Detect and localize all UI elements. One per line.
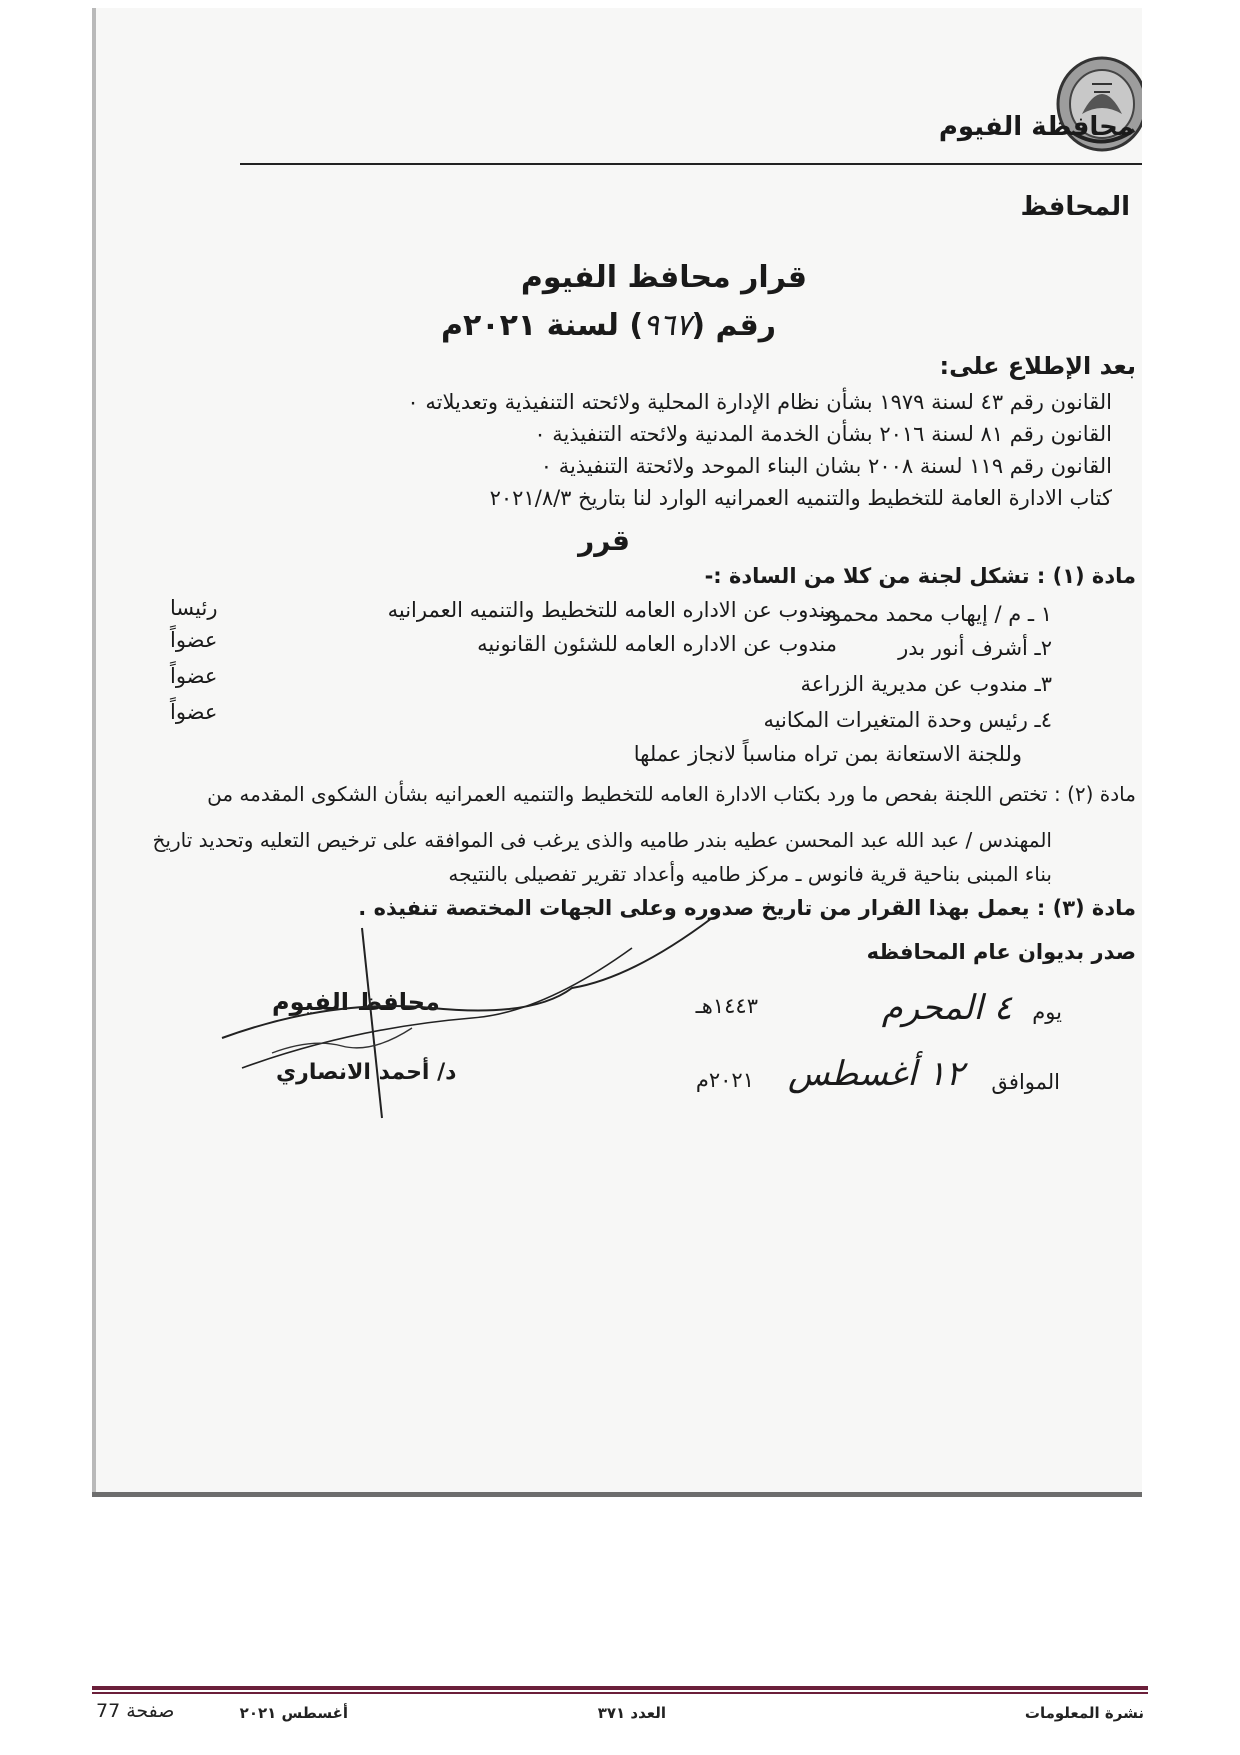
- member-name: ٤ـ رئيس وحدة المتغيرات المكانيه: [763, 708, 1052, 732]
- member-status: عضواً: [170, 664, 218, 688]
- member-status: رئيسا: [170, 596, 218, 620]
- decree-title: قرار محافظ الفيوم: [520, 260, 807, 295]
- scan-edge: [92, 1492, 1142, 1497]
- member-name: ٣ـ مندوب عن مديرية الزراعة: [800, 672, 1052, 696]
- member-name: ٢ـ أشرف أنور بدر: [898, 636, 1052, 660]
- member-role: مندوب عن الاداره العامه للتخطيط والتنميه العمرانيه: [387, 598, 837, 622]
- law-reference: القانون رقم ٨١ لسنة ٢٠١٦ بشأن الخدمة المدنية ولائحته التنفيذية ٠: [534, 422, 1112, 446]
- decree-number-handwritten: ٩٦٧: [643, 308, 692, 343]
- law-reference: كتاب الادارة العامة للتخطيط والتنميه العمرانيه الوارد لنا بتاريخ ٢٠٢١/٨/٣: [489, 486, 1112, 510]
- member-status: عضواً: [170, 628, 218, 652]
- issued-at: صدر بديوان عام المحافظه: [866, 940, 1136, 964]
- footer-issue: العدد ٣٧١: [597, 1704, 666, 1722]
- gregorian-year: ٢٠٢١م: [695, 1068, 754, 1092]
- hijri-year: ١٤٤٣هـ: [695, 994, 758, 1018]
- footer-divider: [92, 1686, 1148, 1690]
- article-2-text: بناء المبنى بناحية قرية فانوس ـ مركز طاميه وأعداد تقرير تفصيلى بالنتيجه: [448, 862, 1052, 886]
- footer-publication: نشرة المعلومات: [1024, 1704, 1144, 1722]
- article-2-text: المهندس / عبد الله عبد المحسن عطيه بندر طاميه والذى يرغب فى الموافقه على ترخيص التعليه وتحديد تاريخ: [152, 828, 1052, 852]
- article-2-text: مادة (٢) : تختص اللجنة بفحص ما ورد بكتاب الادارة العامه للتخطيط والتنميه العمرانيه بشأن الشكوى المقدمه من: [207, 782, 1136, 806]
- law-reference: القانون رقم ١١٩ لسنة ٢٠٠٨ بشان البناء الموحد ولائحتة التنفيذية ٠: [540, 454, 1112, 478]
- decree-number-suffix: ) لسنة ٢٠٢١م: [440, 308, 644, 343]
- signatory-title: محافظ الفيوم: [272, 988, 440, 1016]
- hijri-date-handwritten: ٤ المحرم: [881, 988, 1012, 1028]
- scan-edge: [92, 8, 96, 1496]
- member-name: ١ ـ م / إيهاب محمد محمود: [821, 602, 1052, 626]
- article-1-note: وللجنة الاستعانة بمن تراه مناسباً لانجاز عملها: [633, 742, 1022, 766]
- footer-month: أغسطس ٢٠٢١: [239, 1704, 348, 1722]
- scanned-page: [92, 8, 1142, 1496]
- footer-divider: [92, 1692, 1148, 1694]
- decree-number-prefix: رقم (: [691, 308, 776, 343]
- signatory-name: د/ أحمد الانصاري: [276, 1060, 457, 1085]
- decision-label: قرر: [578, 524, 630, 557]
- gregorian-date-handwritten: ١٢ أغسطس: [787, 1054, 964, 1094]
- gregorian-label: الموافق: [991, 1070, 1060, 1094]
- governor-label: المحافظ: [1020, 192, 1130, 222]
- decree-number-line: [441, 308, 776, 343]
- footer-page-number: صفحة 77: [96, 1700, 175, 1722]
- handwritten-signature: [212, 888, 772, 1128]
- day-label: يوم: [1032, 1000, 1062, 1024]
- header-divider: [240, 163, 1142, 165]
- article-3-text: مادة (٣) : يعمل بهذا القرار من تاريخ صدوره وعلى الجهات المختصة تنفيذه .: [358, 896, 1136, 920]
- member-status: عضواً: [170, 700, 218, 724]
- preamble-intro: بعد الإطلاع على:: [939, 352, 1136, 380]
- member-role: مندوب عن الاداره العامه للشئون القانونيه: [477, 632, 837, 656]
- article-1-heading: مادة (١) : تشكل لجنة من كلا من السادة :-: [704, 564, 1136, 588]
- governorate-office-title: محافظة الفيوم: [938, 112, 1134, 142]
- law-reference: القانون رقم ٤٣ لسنة ١٩٧٩ بشأن نظام الإدارة المحلية ولائحته التنفيذية وتعديلاته ٠: [407, 390, 1112, 414]
